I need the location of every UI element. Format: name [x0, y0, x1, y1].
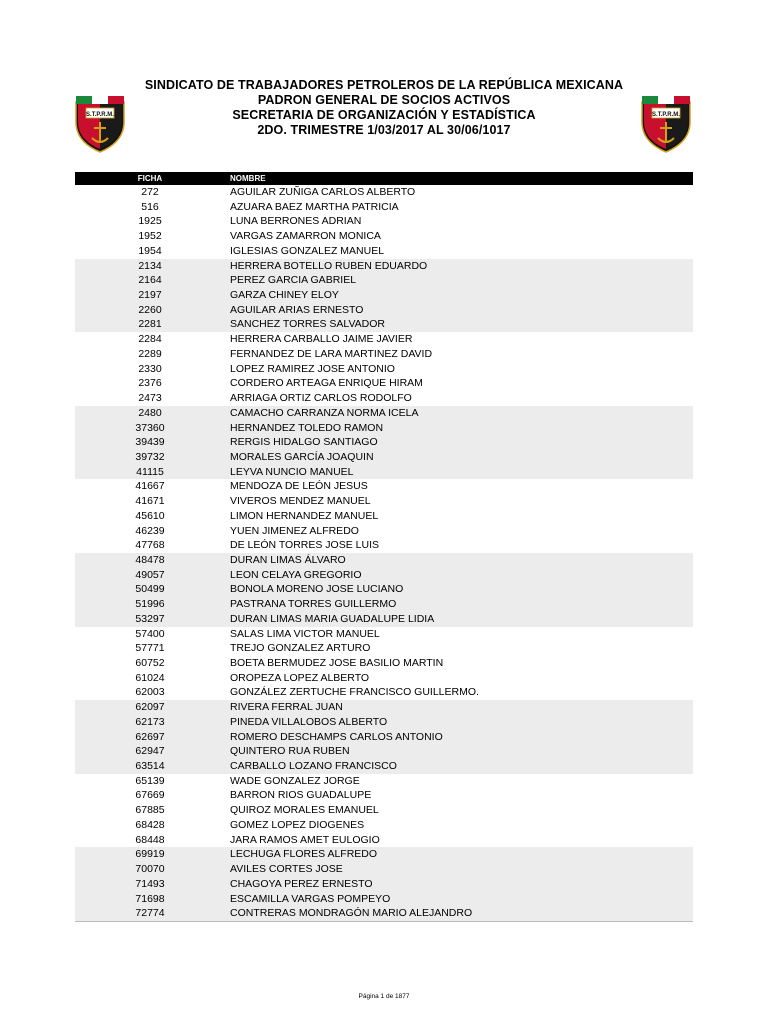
ficha-cell: 2197 — [138, 289, 162, 302]
nombre-cell: WADE GONZALEZ JORGE — [230, 774, 360, 787]
table-row — [75, 465, 693, 480]
table-row — [75, 627, 693, 642]
nombre-cell: AGUILAR ARIAS ERNESTO — [230, 303, 364, 316]
table-row — [75, 892, 693, 907]
ficha-cell: 1952 — [138, 230, 162, 243]
nombre-cell: ARRIAGA ORTIZ CARLOS RODOLFO — [230, 392, 412, 405]
union-logo-left — [72, 92, 128, 154]
ficha-cell: 37360 — [135, 421, 165, 434]
nombre-cell: JARA RAMOS AMET EULOGIO — [230, 833, 380, 846]
ficha-cell: 39732 — [135, 450, 165, 463]
ficha-cell: 65139 — [135, 774, 165, 787]
table-row — [75, 759, 693, 774]
ficha-cell: 2473 — [138, 392, 162, 405]
logo-text: S.T.P.R.M. — [652, 112, 680, 118]
ficha-cell: 45610 — [135, 509, 165, 522]
nombre-cell: DURAN LIMAS MARIA GUADALUPE LIDIA — [230, 612, 435, 625]
ficha-cell: 62003 — [135, 686, 165, 699]
department-name: SECRETARIA DE ORGANIZACIÓN Y ESTADÍSTICA — [232, 108, 536, 122]
ficha-cell: 47768 — [135, 539, 165, 552]
ficha-cell: 41671 — [135, 495, 165, 508]
members-table — [75, 172, 693, 922]
ficha-cell: 68448 — [135, 833, 165, 846]
ficha-cell: 41667 — [135, 480, 165, 493]
table-row — [75, 641, 693, 656]
nombre-cell: FERNANDEZ DE LARA MARTINEZ DAVID — [230, 347, 433, 360]
nombre-cell: RERGIS HIDALGO SANTIAGO — [230, 436, 378, 449]
nombre-cell: CARBALLO LOZANO FRANCISCO — [230, 760, 397, 773]
table-row — [75, 229, 693, 244]
nombre-cell: BARRON RIOS GUADALUPE — [230, 789, 372, 802]
nombre-cell: PINEDA VILLALOBOS ALBERTO — [230, 715, 388, 728]
nombre-cell: RIVERA FERRAL JUAN — [230, 701, 343, 714]
table-row — [75, 362, 693, 377]
table-row — [75, 317, 693, 332]
nombre-cell: LEON CELAYA GREGORIO — [230, 568, 362, 581]
nombre-cell: GOMEZ LOPEZ DIOGENES — [230, 818, 365, 831]
ficha-cell: 50499 — [135, 583, 165, 596]
table-row — [75, 818, 693, 833]
ficha-cell: 62173 — [135, 715, 165, 728]
table-row — [75, 273, 693, 288]
ficha-cell: 71698 — [135, 892, 165, 905]
ficha-cell: 2134 — [138, 259, 162, 272]
table-row — [75, 656, 693, 671]
table-row — [75, 847, 693, 862]
nombre-cell: HERRERA CARBALLO JAIME JAVIER — [230, 333, 413, 346]
table-row — [75, 391, 693, 406]
ficha-cell: 2284 — [138, 333, 162, 346]
nombre-cell: TREJO GONZALEZ ARTURO — [230, 642, 371, 655]
nombre-cell: BOETA BERMUDEZ JOSE BASILIO MARTIN — [230, 657, 444, 669]
nombre-cell: QUIROZ MORALES EMANUEL — [230, 804, 379, 817]
table-row — [75, 862, 693, 877]
nombre-cell: HERRERA BOTELLO RUBEN EDUARDO — [230, 259, 428, 272]
nombre-cell: LUNA BERRONES ADRIAN — [230, 215, 362, 228]
nombre-cell: AGUILAR ZUÑIGA CARLOS ALBERTO — [230, 186, 416, 198]
ficha-cell: 49057 — [135, 568, 165, 581]
ficha-cell: 2376 — [138, 377, 162, 390]
table-row — [75, 730, 693, 745]
table-row — [75, 479, 693, 494]
column-header-ficha: FICHA — [137, 174, 163, 183]
ficha-cell: 62947 — [135, 745, 165, 758]
table-row — [75, 376, 693, 391]
ficha-cell: 71493 — [135, 877, 165, 890]
ficha-cell: 39439 — [135, 436, 165, 449]
ficha-cell: 57771 — [135, 642, 165, 655]
table-row — [75, 406, 693, 421]
nombre-cell: GARZA CHINEY ELOY — [230, 289, 339, 302]
ficha-cell: 48478 — [135, 553, 165, 566]
ficha-cell: 61024 — [135, 671, 165, 684]
ficha-cell: 1925 — [138, 215, 162, 228]
ficha-cell: 67885 — [135, 804, 165, 817]
document-title: PADRON GENERAL DE SOCIOS ACTIVOS — [257, 93, 511, 107]
logo-text: S.T.P.R.M. — [86, 112, 114, 118]
table-row — [75, 671, 693, 686]
table-body — [75, 185, 693, 922]
nombre-cell: PEREZ GARCIA GABRIEL — [230, 274, 357, 287]
nombre-cell: PASTRANA TORRES GUILLERMO — [230, 598, 397, 611]
ficha-cell: 72774 — [135, 907, 165, 920]
table-row — [75, 200, 693, 215]
table-row — [75, 244, 693, 259]
ficha-cell: 516 — [141, 200, 159, 213]
table-row — [75, 259, 693, 274]
nombre-cell: LOPEZ RAMIREZ JOSE ANTONIO — [230, 362, 395, 375]
nombre-cell: GONZÁLEZ ZERTUCHE FRANCISCO GUILLERMO. — [230, 686, 479, 699]
ficha-cell: 2281 — [138, 318, 162, 331]
nombre-cell: LECHUGA FLORES ALFREDO — [230, 848, 378, 861]
table-row — [75, 597, 693, 612]
nombre-cell: SANCHEZ TORRES SALVADOR — [230, 318, 386, 331]
ficha-cell: 67669 — [135, 789, 165, 802]
ficha-cell: 63514 — [135, 760, 165, 773]
table-row — [75, 803, 693, 818]
period-label: 2DO. TRIMESTRE 1/03/2017 AL 30/06/1017 — [257, 123, 511, 137]
ficha-cell: 69919 — [135, 848, 165, 861]
table-row — [75, 685, 693, 700]
ficha-cell: 2164 — [138, 274, 162, 287]
ficha-cell: 2260 — [138, 303, 162, 316]
table-row — [75, 288, 693, 303]
nombre-cell: YUEN JIMENEZ ALFREDO — [230, 524, 359, 537]
ficha-cell: 62697 — [135, 730, 165, 743]
ficha-cell: 41115 — [136, 465, 164, 478]
ficha-cell: 2480 — [138, 406, 162, 419]
nombre-cell: MORALES GARCÍA JOAQUIN — [230, 450, 374, 463]
nombre-cell: VIVEROS MENDEZ MANUEL — [230, 495, 371, 508]
table-row — [75, 303, 693, 318]
ficha-cell: 68428 — [135, 818, 165, 831]
ficha-cell: 53297 — [135, 612, 165, 625]
nombre-cell: CAMACHO CARRANZA NORMA ICELA — [230, 406, 419, 419]
nombre-cell: ESCAMILLA VARGAS POMPEYO — [230, 892, 391, 905]
table-header — [75, 172, 693, 185]
table-row — [75, 421, 693, 436]
nombre-cell: SALAS LIMA VICTOR MANUEL — [230, 627, 380, 640]
ficha-cell: 70070 — [135, 863, 165, 876]
table-row — [75, 214, 693, 229]
table-row — [75, 450, 693, 465]
nombre-cell: CORDERO ARTEAGA ENRIQUE HIRAM — [230, 377, 423, 390]
ficha-cell: 46239 — [135, 524, 165, 537]
table-row — [75, 700, 693, 715]
table-row — [75, 833, 693, 848]
table-row — [75, 435, 693, 450]
nombre-cell: OROPEZA LOPEZ ALBERTO — [230, 671, 370, 684]
nombre-cell: BONOLA MORENO JOSE LUCIANO — [230, 583, 404, 596]
ficha-cell: 2289 — [138, 347, 162, 360]
nombre-cell: AVILES CORTES JOSE — [230, 863, 343, 876]
nombre-cell: ROMERO DESCHAMPS CARLOS ANTONIO — [230, 730, 443, 743]
nombre-cell: CONTRERAS MONDRAGÓN MARIO ALEJANDRO — [230, 907, 473, 920]
ficha-cell: 2330 — [138, 362, 162, 375]
ficha-cell: 60752 — [135, 657, 165, 669]
table-row — [75, 906, 693, 921]
table-row — [75, 744, 693, 759]
table-row — [75, 582, 693, 597]
table-row — [75, 332, 693, 347]
nombre-cell: CHAGOYA PEREZ ERNESTO — [230, 877, 373, 890]
page-number: Página 1 de 1877 — [358, 993, 410, 1000]
table-row — [75, 715, 693, 730]
nombre-cell: IGLESIAS GONZALEZ MANUEL — [230, 244, 385, 257]
nombre-cell: MENDOZA DE LEÓN JESUS — [230, 480, 368, 493]
ficha-cell: 51996 — [135, 598, 165, 611]
table-row — [75, 774, 693, 789]
column-header-nombre: NOMBRE — [230, 174, 266, 183]
table-row — [75, 612, 693, 627]
ficha-cell: 62097 — [135, 701, 165, 714]
union-logo-right — [638, 92, 694, 154]
table-row — [75, 788, 693, 803]
nombre-cell: LEYVA NUNCIO MANUEL — [230, 465, 354, 478]
union-name: SINDICATO DE TRABAJADORES PETROLEROS DE LA REPÚBLICA MEXICANA — [144, 78, 624, 92]
nombre-cell: AZUARA BAEZ MARTHA PATRICIA — [230, 200, 399, 213]
ficha-cell: 1954 — [138, 244, 162, 257]
table-row — [75, 553, 693, 568]
table-row — [75, 877, 693, 892]
nombre-cell: QUINTERO RUA RUBEN — [230, 745, 350, 758]
table-row — [75, 509, 693, 524]
nombre-cell: LIMON HERNANDEZ MANUEL — [230, 509, 379, 522]
table-row — [75, 347, 693, 362]
table-row — [75, 538, 693, 553]
table-row — [75, 494, 693, 509]
nombre-cell: VARGAS ZAMARRON MONICA — [230, 230, 381, 243]
ficha-cell: 57400 — [135, 627, 165, 640]
nombre-cell: HERNANDEZ TOLEDO RAMON — [230, 421, 384, 434]
nombre-cell: DURAN LIMAS ÁLVARO — [230, 553, 346, 566]
table-row — [75, 568, 693, 583]
table-row — [75, 185, 693, 200]
nombre-cell: DE LEÓN TORRES JOSE LUIS — [230, 539, 379, 552]
table-row — [75, 524, 693, 539]
ficha-cell: 272 — [141, 186, 159, 198]
